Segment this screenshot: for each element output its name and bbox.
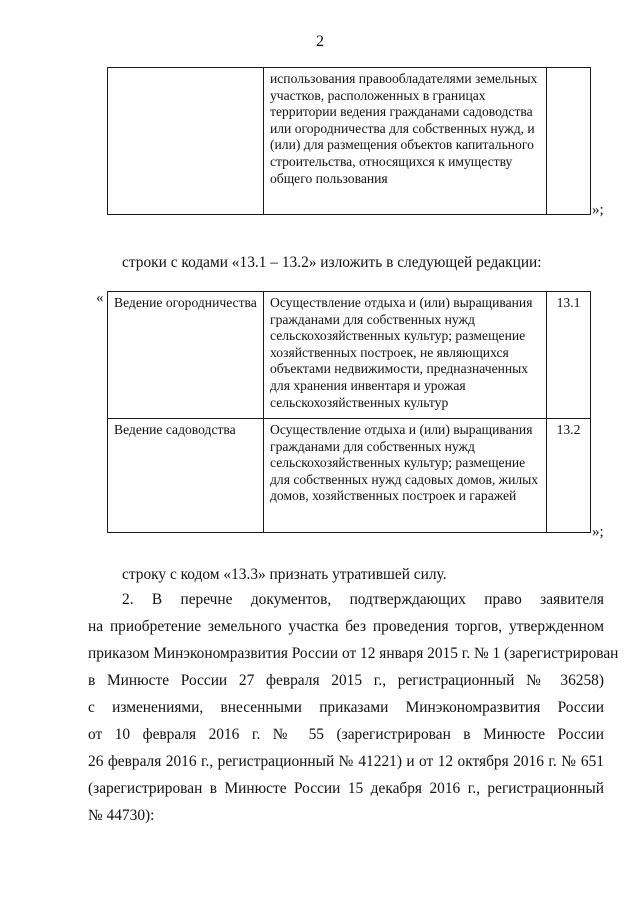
paragraph-2-line: от 10 февраля 2016 г. № 55 (зарегистрирован в Минюсте России — [88, 726, 604, 743]
paragraph-2-line: (зарегистрирован в Минюсте России 15 декабря 2016 г., регистрационный — [88, 780, 604, 797]
paragraph-code-13-3: строку с кодом «13.3» признать утратившей силу. — [122, 566, 447, 583]
paragraph-codes-13-1-13-2: строки с кодами «13.1 – 13.2» изложить в следующей редакции: — [122, 254, 542, 271]
paragraph-2-line: 26 февраля 2016 г., регистрационный № 41221) и от 12 октября 2016 г. № 651 — [88, 753, 604, 770]
table-cell-description: Осуществление отдыха и (или) выращивания гражданами для собственных нужд сельскохозяйственных культур; размещение для собственных нужд садовых домов, жилых домов, хозяйственных построек и гаражей — [264, 419, 547, 533]
paragraph-2-line: № 44730): — [88, 807, 155, 824]
table-row — [108, 68, 591, 215]
table-cell-code: 13.1 — [547, 292, 591, 419]
table-cell-name: Ведение огородничества — [108, 292, 264, 419]
paragraph-2-line: приказом Минэкономразвития России от 12 января 2015 г. № 1 (зарегистрирован — [88, 645, 619, 662]
land-use-table-continuation — [107, 67, 591, 215]
closing-quote: »; — [592, 524, 604, 540]
table-cell-name: Ведение садоводства — [108, 419, 264, 533]
table-cell-code: 13.2 — [547, 419, 591, 533]
opening-quote: « — [96, 290, 104, 306]
table-cell-description: Осуществление отдыха и (или) выращивания гражданами для собственных нужд сельскохозяйственных культур; размещение хозяйственных построек, не являющихся объектами недвижимости, предназначенных для хранения инвентаря и урожая сельскохозяйственных культур — [264, 292, 547, 419]
table-cell-name — [108, 68, 264, 215]
paragraph-2-line: 2. В перечне документов, подтверждающих право заявителя — [122, 591, 604, 608]
paragraph-2-line: в Минюсте России 27 февраля 2015 г., регистрационный № 36258) — [88, 672, 604, 689]
table-row — [108, 292, 591, 419]
table-cell-description: использования правообладателями земельных участков, расположенных в границах территории ведения гражданами садоводства или огородничества для собственных нужд, и (или) для размещения объектов капитального строительства, относящихся к имуществу общего пользования — [264, 68, 547, 215]
land-use-table — [107, 291, 591, 533]
paragraph-2-line: на приобретение земельного участка без проведения торгов, утвержденном — [88, 618, 604, 635]
table-cell-code — [547, 68, 591, 215]
table-row — [108, 419, 591, 533]
closing-quote: »; — [592, 202, 604, 218]
page-number: 2 — [316, 33, 324, 50]
paragraph-2-line: с изменениями, внесенными приказами Минэкономразвития России — [88, 699, 604, 716]
